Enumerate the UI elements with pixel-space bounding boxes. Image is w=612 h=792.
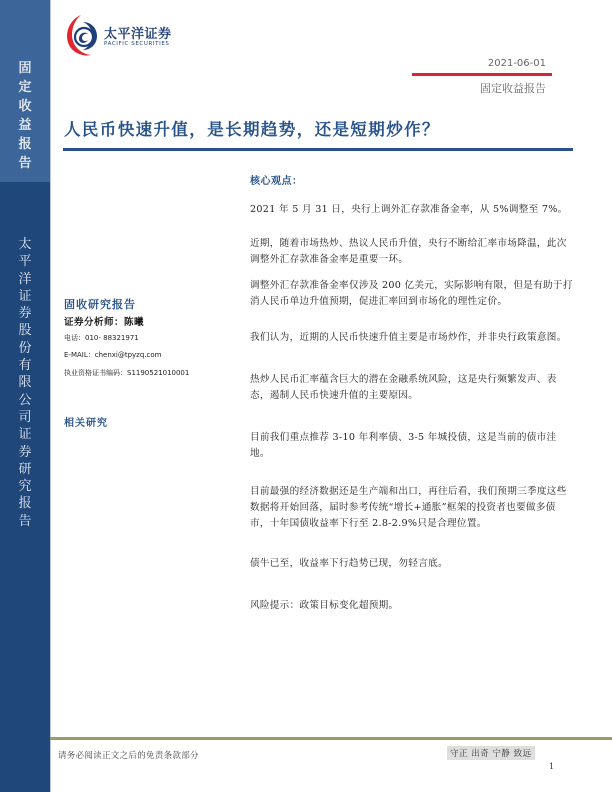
paragraph: 目前最强的经济数据还是生产端和出口，再往后看，我们预期三季度这些数据将开始回落，届时参考传统“增长+通胀”框架的投资者也要做多债市，十年国债收益率下行至 2.8-2.9%只是合理位置。	[250, 486, 567, 529]
sidebar	[0, 0, 51, 792]
sidebar-char: 有	[18, 358, 32, 374]
paragraph: 热炒人民币汇率蕴含巨大的潜在金融系统风险，这是央行频繁发声、表态，遏制人民币快速升值的主要原因。	[250, 374, 557, 401]
footer-divider	[50, 737, 612, 740]
sidebar-char: 洋	[18, 271, 32, 287]
sidebar-char: 平	[18, 254, 32, 270]
analyst-email: E-MAIL：chenxi@tpyzq.com	[64, 351, 162, 359]
page-number: 1	[549, 762, 555, 771]
company-motto: 守正 出奇 宁静 致远	[447, 746, 535, 760]
paragraph: 2021 年 5 月 31 日，央行上调外汇存款准备金率，从 5%调整至 7%。	[250, 204, 568, 215]
paragraph: 我们认为，近期的人民币快速升值主要是市场炒作，并非央行政策意图。	[250, 332, 567, 343]
logo-name-cn: 太平洋证券	[104, 27, 172, 42]
sidebar-char: 告	[18, 156, 32, 171]
sidebar-char: 司	[18, 409, 32, 425]
sidebar-char: 报	[18, 137, 32, 152]
sidebar-char: 收	[18, 99, 32, 114]
company-logo	[63, 12, 183, 58]
sidebar-char: 限	[18, 375, 32, 391]
analyst-license: 执业资格证书编码：S1190521010001	[64, 369, 190, 377]
sidebar-report-category	[0, 62, 50, 176]
title-divider	[63, 148, 573, 151]
sidebar-char: 研	[18, 461, 32, 477]
sidebar-char: 券	[18, 444, 32, 460]
report-date: 2021-06-01	[487, 58, 546, 69]
sidebar-char: 券	[18, 306, 32, 322]
risk-warning: 风险提示：政策目标变化超预期。	[250, 600, 399, 611]
header-accent-rule	[412, 73, 552, 76]
sidebar-company-name	[0, 238, 50, 532]
sidebar-char: 定	[18, 80, 32, 95]
sidebar-char: 份	[18, 340, 32, 356]
paragraph: 目前我们重点推荐 3-10 年利率债、3-5 年城投债，这是当前的债市洼地。	[250, 432, 557, 459]
sidebar-char: 固	[18, 61, 32, 76]
page-title: 人民币快速升值，是长期趋势，还是短期炒作？	[64, 120, 440, 139]
sidebar-char: 究	[18, 479, 32, 495]
pacific-securities-logo-icon	[63, 12, 103, 58]
report-type: 固定收益报告	[480, 82, 546, 95]
sidebar-char: 太	[18, 237, 32, 252]
analyst-phone: 电话：010- 88321971	[64, 334, 139, 342]
sidebar-char: 证	[18, 427, 32, 443]
analyst-name: 证券分析师：陈曦	[64, 317, 145, 328]
section-heading: 固收研究报告	[64, 298, 136, 311]
disclaimer-note: 请务必阅读正文之后的免责条款部分	[58, 751, 199, 761]
sidebar-char: 告	[18, 513, 32, 529]
sidebar-char: 股	[18, 323, 32, 339]
sidebar-char: 证	[18, 288, 32, 304]
related-research-heading: 相关研究	[64, 418, 108, 429]
sidebar-char: 公	[18, 392, 32, 408]
paragraph: 债牛已至，收益率下行趋势已现，勿轻言底。	[250, 558, 448, 569]
paragraph: 调整外汇存款准备金率仅涉及 200 亿美元，实际影响有限，但是有助于打消人民币单边升值预期，促进汇率回到市场化的理性定价。	[250, 280, 573, 307]
sidebar-char: 报	[18, 496, 32, 512]
paragraph: 近期，随着市场热炒、热议人民币升值，央行不断给汇率市场降温，此次调整外汇存款准备金率是重要一环。	[250, 238, 567, 265]
logo-name-en: PACIFIC SECURITIES	[104, 41, 170, 47]
sidebar-char: 益	[18, 118, 32, 133]
core-views-heading: 核心观点：	[250, 176, 303, 187]
